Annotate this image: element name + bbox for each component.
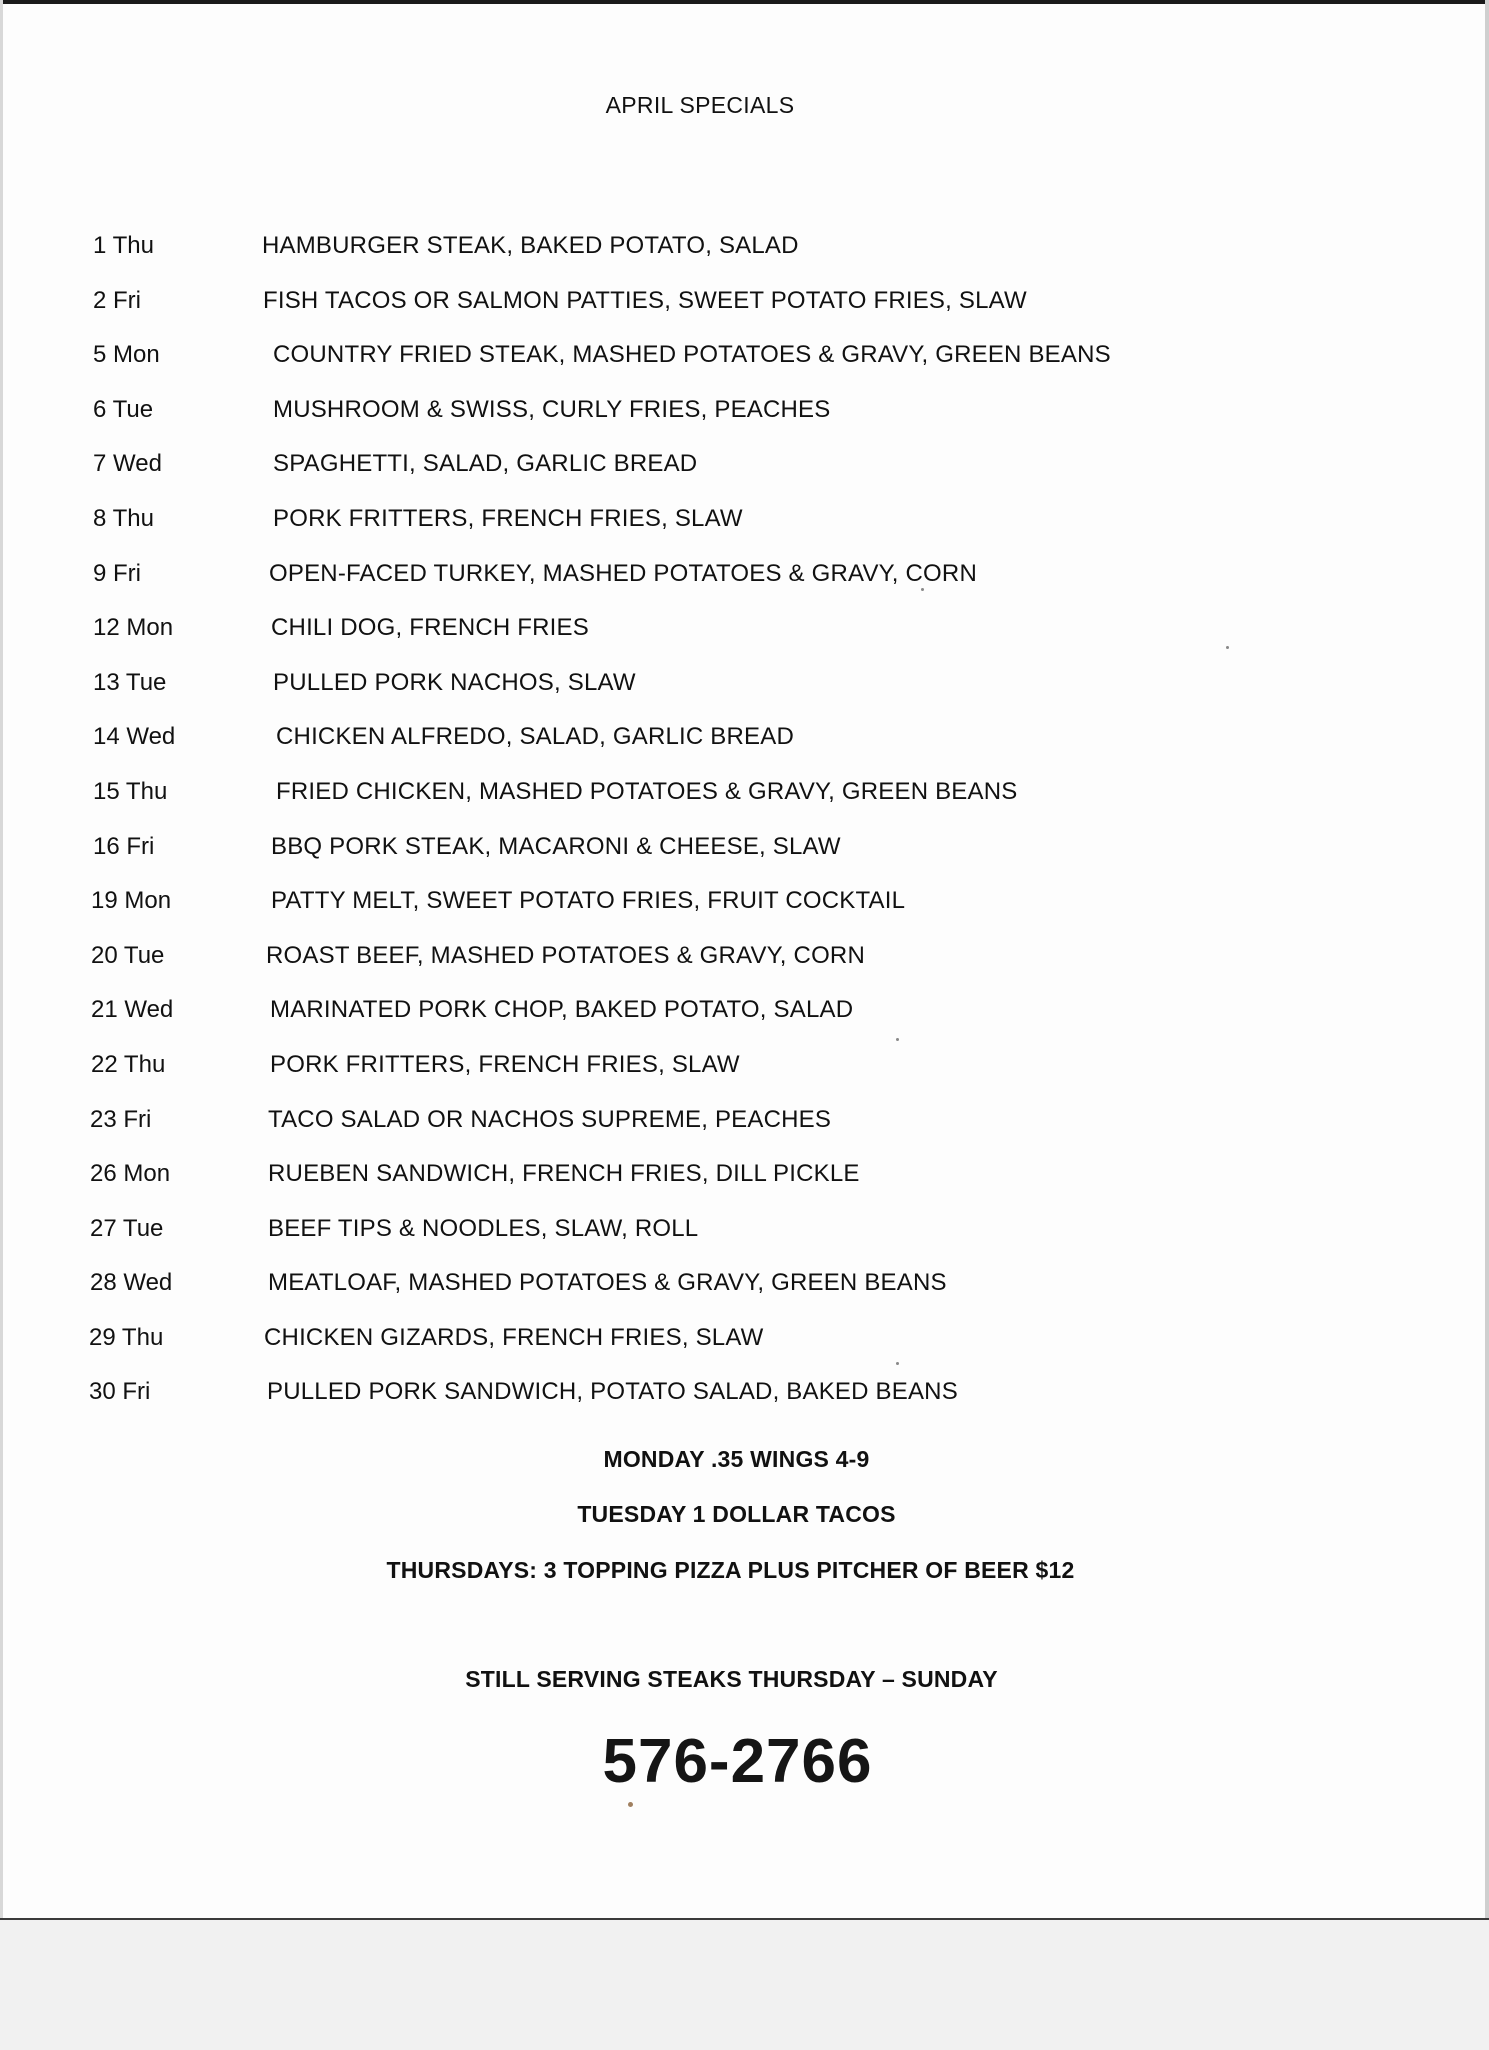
special-day: 21 Wed: [91, 996, 174, 1024]
special-row: [93, 560, 1393, 615]
special-day: 8 Thu: [93, 504, 154, 532]
scan-speck: [921, 588, 924, 591]
scan-right-edge: [1485, 0, 1489, 1918]
special-meal: BBQ PORK STEAK, MACARONI & CHEESE, SLAW: [271, 832, 841, 860]
promo-steaks: STILL SERVING STEAKS THURSDAY – SUNDAY: [465, 1666, 998, 1692]
special-row: [93, 614, 1393, 669]
special-row: [93, 396, 1393, 451]
scan-speck: [896, 1362, 899, 1365]
special-row: [91, 942, 1391, 997]
special-day: 29 Thu: [89, 1323, 164, 1351]
special-day: 6 Tue: [93, 395, 154, 423]
special-row: [91, 1051, 1391, 1106]
special-day: 19 Mon: [91, 887, 172, 915]
special-day: 2 Fri: [93, 286, 141, 314]
special-day: 20 Tue: [91, 941, 165, 969]
scan-speck: [628, 1802, 633, 1807]
page-title: APRIL SPECIALS: [605, 92, 795, 118]
special-day: 23 Fri: [90, 1105, 152, 1133]
scan-top-edge: [0, 0, 1489, 4]
special-day: 27 Tue: [90, 1214, 164, 1242]
special-day: 15 Thu: [93, 777, 168, 805]
special-meal: MEATLOAF, MASHED POTATOES & GRAVY, GREEN BEANS: [268, 1269, 947, 1297]
special-meal: CHICKEN ALFREDO, SALAD, GARLIC BREAD: [276, 723, 794, 751]
special-day: 22 Thu: [91, 1050, 166, 1078]
special-meal: OPEN-FACED TURKEY, MASHED POTATOES & GRAVY, CORN: [269, 559, 977, 587]
special-day: 30 Fri: [89, 1378, 151, 1406]
scan-left-edge: [0, 0, 3, 1918]
special-meal: PULLED PORK SANDWICH, POTATO SALAD, BAKED BEANS: [267, 1378, 958, 1406]
promo-tuesday: TUESDAY 1 DOLLAR TACOS: [577, 1501, 896, 1527]
special-row: [93, 450, 1393, 505]
special-row: [89, 1378, 1389, 1433]
special-day: 7 Wed: [93, 450, 162, 478]
special-meal: MUSHROOM & SWISS, CURLY FRIES, PEACHES: [273, 395, 831, 423]
specials-list: [88, 232, 1388, 1433]
scan-bottom-area: [0, 1918, 1489, 2050]
special-row: [93, 232, 1393, 287]
promo-thursdays: THURSDAYS: 3 TOPPING PIZZA PLUS PITCHER OF BEER $12: [386, 1557, 1075, 1583]
special-row: [90, 1215, 1390, 1270]
special-row: [93, 833, 1393, 888]
special-row: [91, 996, 1391, 1051]
scan-speck: [1226, 646, 1229, 649]
scan-speck: [896, 1038, 899, 1041]
special-meal: PORK FRITTERS, FRENCH FRIES, SLAW: [273, 504, 743, 532]
special-row: [90, 1106, 1390, 1161]
special-meal: COUNTRY FRIED STEAK, MASHED POTATOES & GRAVY, GREEN BEANS: [273, 341, 1111, 369]
special-meal: SPAGHETTI, SALAD, GARLIC BREAD: [273, 450, 698, 478]
special-day: 28 Wed: [90, 1269, 173, 1297]
special-meal: ROAST BEEF, MASHED POTATOES & GRAVY, CORN: [266, 941, 866, 969]
special-day: 1 Thu: [93, 232, 154, 259]
special-meal: CHICKEN GIZARDS, FRENCH FRIES, SLAW: [264, 1323, 764, 1351]
special-row: [91, 887, 1391, 942]
special-day: 13 Tue: [93, 668, 167, 696]
special-row: [93, 669, 1393, 724]
special-meal: PULLED PORK NACHOS, SLAW: [273, 668, 636, 696]
special-row: [90, 1269, 1390, 1324]
special-row: [93, 341, 1393, 396]
special-day: 12 Mon: [93, 614, 174, 642]
special-row: [89, 1324, 1389, 1379]
phone-number: 576-2766: [602, 1727, 873, 1796]
special-row: [93, 778, 1393, 833]
special-meal: FRIED CHICKEN, MASHED POTATOES & GRAVY, GREEN BEANS: [276, 777, 1018, 805]
special-meal: FISH TACOS OR SALMON PATTIES, SWEET POTATO FRIES, SLAW: [263, 286, 1027, 314]
special-day: 16 Fri: [93, 832, 155, 860]
special-row: [93, 505, 1393, 560]
special-row: [93, 723, 1393, 778]
special-meal: CHILI DOG, FRENCH FRIES: [271, 614, 589, 642]
special-meal: PORK FRITTERS, FRENCH FRIES, SLAW: [270, 1050, 740, 1078]
special-meal: TACO SALAD OR NACHOS SUPREME, PEACHES: [268, 1105, 832, 1133]
special-day: 14 Wed: [93, 723, 176, 751]
special-day: 5 Mon: [93, 341, 160, 369]
special-row: [93, 287, 1393, 342]
special-meal: HAMBURGER STEAK, BAKED POTATO, SALAD: [262, 232, 799, 259]
special-meal: PATTY MELT, SWEET POTATO FRIES, FRUIT COCKTAIL: [271, 887, 906, 915]
promo-monday: MONDAY .35 WINGS 4-9: [603, 1446, 870, 1472]
special-row: [90, 1160, 1390, 1215]
special-meal: MARINATED PORK CHOP, BAKED POTATO, SALAD: [270, 996, 854, 1024]
special-meal: RUEBEN SANDWICH, FRENCH FRIES, DILL PICKLE: [268, 1160, 860, 1188]
special-day: 26 Mon: [90, 1160, 171, 1188]
special-meal: BEEF TIPS & NOODLES, SLAW, ROLL: [268, 1214, 699, 1242]
special-day: 9 Fri: [93, 559, 141, 587]
